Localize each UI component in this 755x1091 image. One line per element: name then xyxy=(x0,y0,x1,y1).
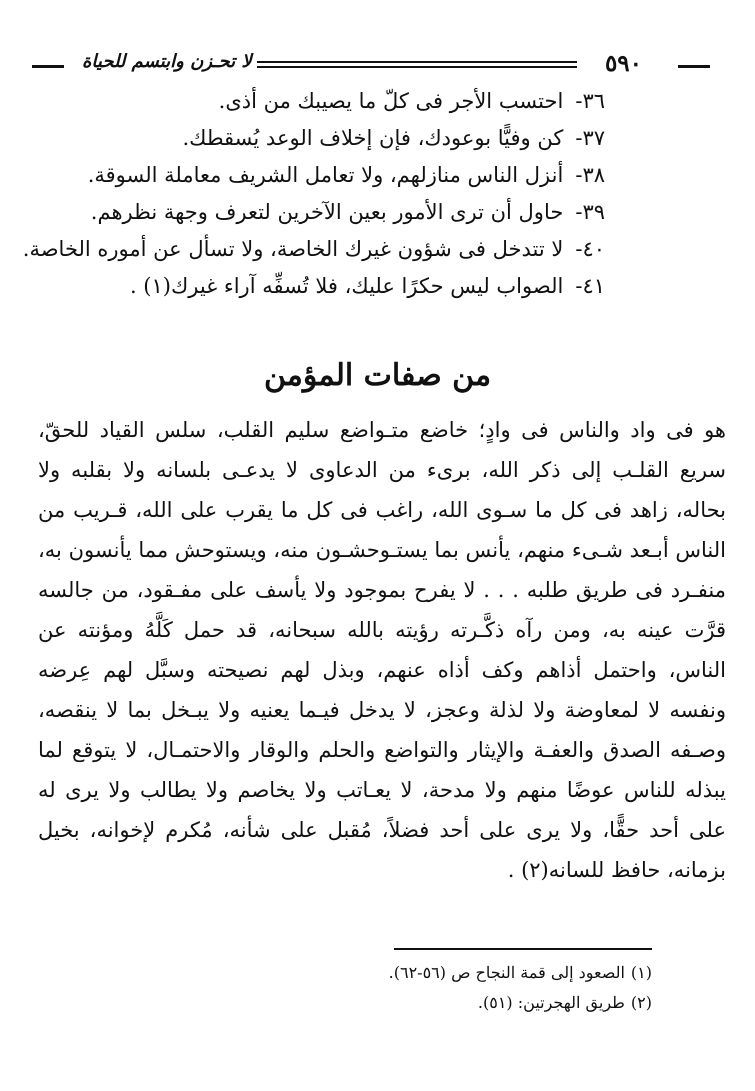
numbered-list xyxy=(22,83,605,305)
page-header xyxy=(32,50,712,80)
list-item xyxy=(25,120,605,157)
list-item-text: أنزل الناس منازلهم، ولا تعامل الشريف معاملة السوقة. xyxy=(87,163,564,187)
list-item-text: حاول أن ترى الأمور بعين الآخرين لتعرف وجهة نظرهم. xyxy=(90,200,564,224)
page-number: ٥٩٠ xyxy=(604,50,642,77)
footnote xyxy=(92,958,652,988)
footnotes xyxy=(92,958,652,1018)
running-title: لا تحـزن وابتسم للحياة xyxy=(82,51,252,72)
list-item-number: ٣٩- xyxy=(575,200,605,224)
list-item-number: ٤١- xyxy=(575,274,605,298)
list-item xyxy=(22,231,605,268)
footnote xyxy=(92,988,652,1018)
list-item xyxy=(25,268,605,305)
header-dash-left xyxy=(32,65,64,68)
list-item-number: ٣٧- xyxy=(575,126,605,150)
list-item-number: ٣٨- xyxy=(575,163,605,187)
list-item xyxy=(25,194,605,231)
footnote-number: (٢) xyxy=(630,993,652,1012)
list-item-text: لا تتدخل فى شؤون غيرك الخاصة، ولا تسأل عن أموره الخاصة. xyxy=(22,237,564,261)
list-item xyxy=(25,157,605,194)
section-body-paragraph: هو فى واد والناس فى وادٍ؛ خاضع متـواضع سليم القلب، سلس القياد للحقّ، سريع القلـب إلى ذكر الله، برىء من الدعاوى لا يدعـى بلسانه ولا بقلبه ولا بحاله، زاهد فى كل ما سـوى الله، راغب فى كل ما يقرب على الله، قـريب من الناس أبـعد شـىء منهم، يأنس بما يستـوحشـون منه، ويستوحش مما يأنسون به، منفـرد فى طريق طلبه . . . لا يفرح بموجود ولا يأسف على مفـقود، من جالسه قرَّت عينه به، ومن رآه ذكَّـرته رؤيته بالله سبحانه، قد حمل كَلَّهُ ومؤنته عن الناس، واحتمل أذاهم وكف أذاه عنهم، وبذل لهم نصيحته وسبَّل لهم عِرضه ونفسه لا لمعاوضة ولا لذلة وعجز، لا يدخل فيـما يعنيه ولا يبـخل بما لا ينقصه، وصـفه الصدق والعفـة والإيثار والتواضع والحلم والوقار والاحتمـال، لا يتوقع لما يبذله للناس عوضًا منهم ولا مدحة، لا يعـاتب ولا يخاصم ولا يطالب ولا يرى له على أحد حقًّا، ولا يرى على أحد فضلاً، مُقبل على شأنه، مُكرم لإخوانه، بخيل بزمانه، حافظ للسانه(٢) . xyxy=(38,418,726,882)
list-item-number: ٣٦- xyxy=(575,89,605,113)
list-item-number: ٤٠- xyxy=(575,237,605,261)
section-heading: من صفات المؤمن xyxy=(263,358,492,393)
list-item-text: احتسب الأجر فى كلّ ما يصيبك من أذى. xyxy=(218,89,564,113)
footnote-divider xyxy=(394,948,652,950)
list-item-text: الصواب ليس حكرًا عليك، فلا تُسفِّه آراء غيرك(١) . xyxy=(129,274,564,298)
footnote-text: طريق الهجرتين: (٥١). xyxy=(477,993,625,1012)
list-item xyxy=(25,83,605,120)
header-double-rule xyxy=(257,61,577,68)
header-dash-right xyxy=(678,65,710,68)
footnote-text: الصعود إلى قمة النجاح ص (٥٦-٦٢). xyxy=(388,963,625,982)
list-item-text: كن وفيًّا بوعودك، فإن إخلاف الوعد يُسقطك. xyxy=(182,126,564,150)
footnote-number: (١) xyxy=(630,963,652,982)
